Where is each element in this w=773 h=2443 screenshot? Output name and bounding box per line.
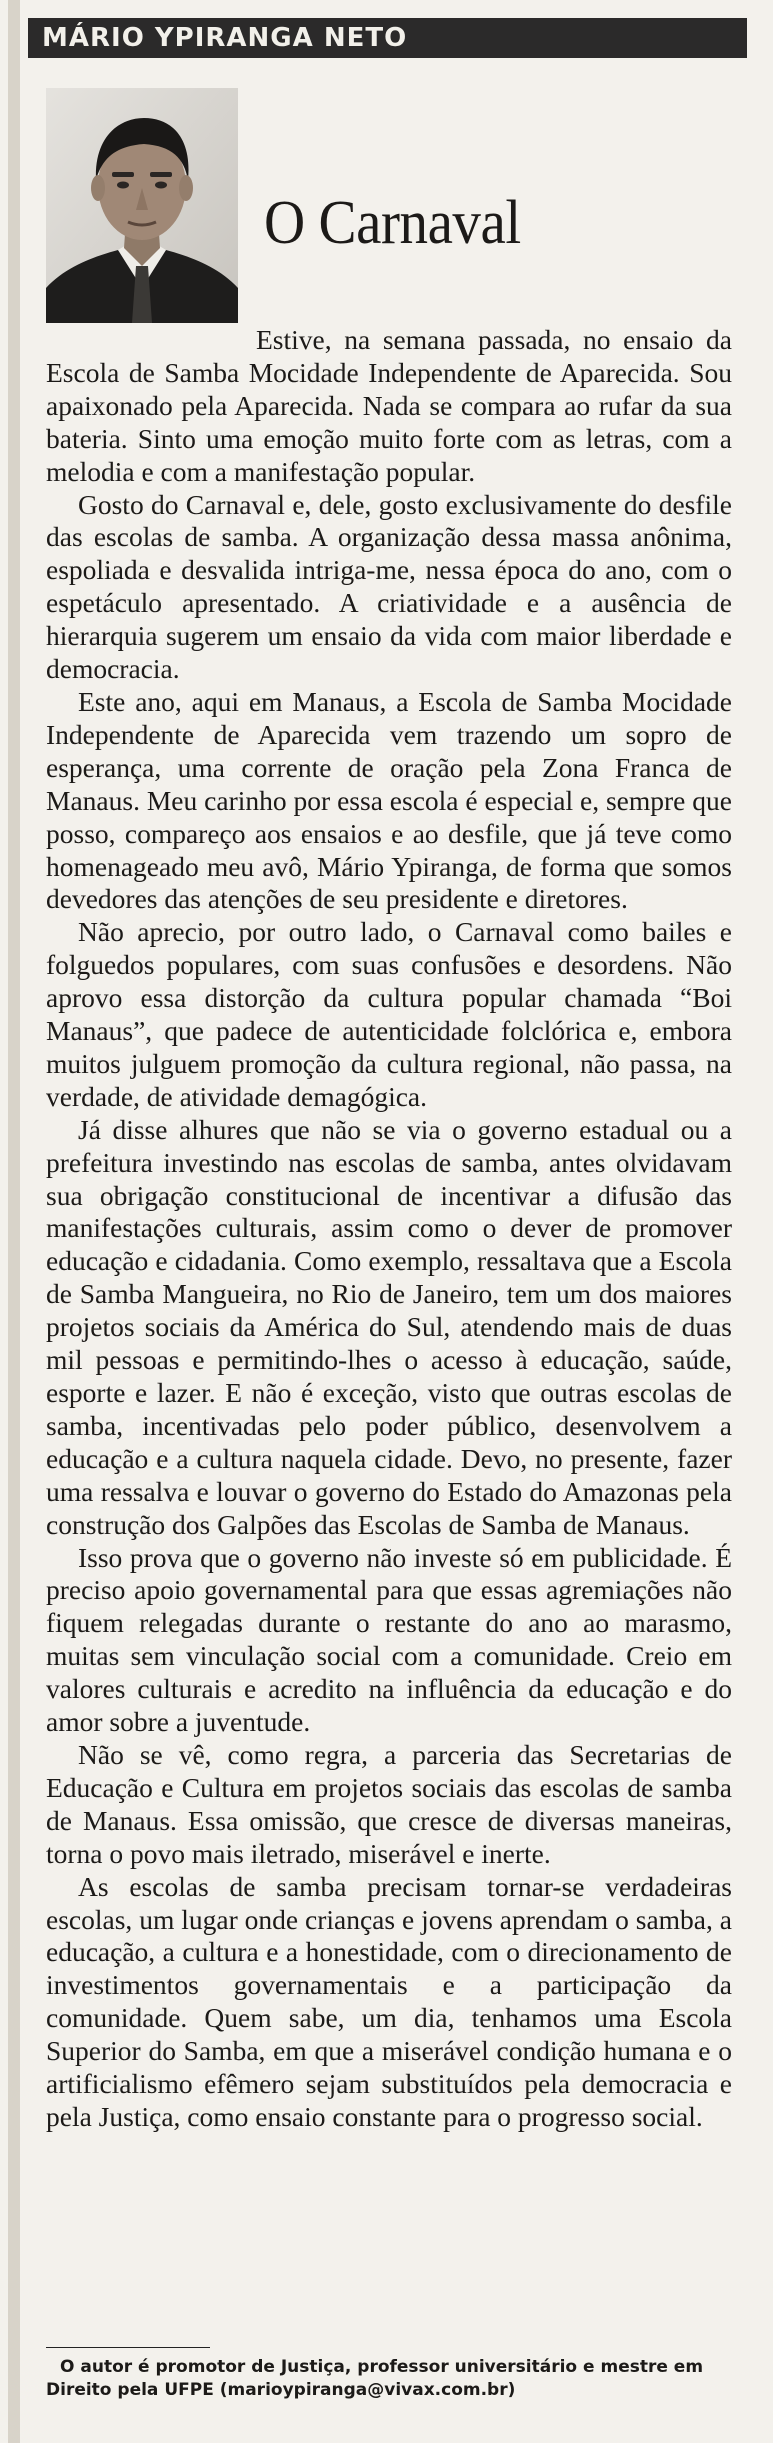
paragraph: Não aprecio, por outro lado, o Carnaval como bailes e folguedos populares, com suas confusões e desordens. Não aprovo essa distorção da cultura popular chamada “Boi Manaus”, que padece de autenticidade folclórica e, embora muitos julguem promoção da cultura regional, não passa, na verdade, de atividade demagógica. xyxy=(46,916,732,1112)
author-portrait-icon xyxy=(46,88,238,323)
paragraph: Não se vê, como regra, a parceria das Secretarias de Educação e Cultura em projetos sociais das escolas de samba de Manaus. Essa omissão, que cresce de diversas maneiras, torna o povo mais iletrado, miserável e inerte. xyxy=(46,1738,732,1869)
headline: O Carnaval xyxy=(264,189,521,257)
paragraph: Estive, na semana passada, no ensaio da Escola de Samba Mocidade Independente de Aparecida. Sou apaixonado pela Aparecida. Nada se compara ao rufar da sua bateria. Sinto uma emoção muito forte com as letras, com a melodia e com a manifestação popular. xyxy=(46,324,732,487)
footnote-divider xyxy=(46,2347,210,2348)
page-edge xyxy=(8,0,20,2443)
paragraph: Gosto do Carnaval e, dele, gosto exclusivamente do desfile das escolas de samba. A organização dessa massa anônima, espoliada e desvalida intriga-me, nessa época do ano, com o espetáculo apresentado. A criatividade e a ausência de hierarquia sugerem um ensaio da vida com maior liberdade e democracia. xyxy=(46,488,732,685)
paragraph: As escolas de samba precisam tornar-se verdadeiras escolas, um lugar onde crianças e jovens aprendam o samba, a educação, a cultura e a honestidade, com o direcionamento de investimentos governamentais e a participação da comunidade. Quem sabe, um dia, tenhamos uma Escola Superior do Samba, em que a miserável condição humana e o artificialismo efêmero sejam substituídos pela democracia e pela Justiça, como ensaio constante para o progresso social. xyxy=(46,1870,732,2132)
article-body xyxy=(46,324,732,2134)
paragraph: Este ano, aqui em Manaus, a Escola de Samba Mocidade Independente de Aparecida vem trazendo um sopro de esperança, uma corrente de oração pela Zona Franca de Manaus. Meu carinho por essa escola é especial e, sempre que posso, compareço aos ensaios e ao desfile, que já teve como homenageado meu avô, Mário Ypiranga, de forma que somos devedores das atenções de seu presidente e diretores. xyxy=(46,685,732,915)
author-photo xyxy=(46,88,238,323)
paragraph: Isso prova que o governo não investe só em publicidade. É preciso apoio governamental para que essas agremiações não fiquem relegadas durante o restante do ano ao marasmo, muitas sem vinculação social com a comunidade. Creio em valores culturais e acredito na influência da educação e do amor sobre a juventude. xyxy=(46,1541,732,1738)
paragraph: Já disse alhures que não se via o governo estadual ou a prefeitura investindo nas escolas de samba, antes olvidavam sua obrigação constitucional de incentivar a difusão das manifestações culturais, assim como o dever de promover educação e cidadania. Como exemplo, ressaltava que a Escola de Samba Mangueira, no Rio de Janeiro, tem um dos maiores projetos sociais da América do Sul, atendendo mais de duas mil pessoas e permitindo-lhes o acesso à educação, saúde, esporte e lazer. E não é exceção, visto que outras escolas de samba, incentivadas pelo poder público, desenvolvem a educação e a cultura naquela cidade. Devo, no presente, fazer uma ressalva e louvar o governo do Estado do Amazonas pela construção dos Galpões das Escolas de Samba de Manaus. xyxy=(46,1113,732,1540)
author-bar: MÁRIO YPIRANGA NETO xyxy=(28,18,747,58)
author-footnote: O autor é promotor de Justiça, professor universitário e mestre em Direito pela UFPE (marioypiranga@vivax.com.br) xyxy=(46,2357,704,2400)
